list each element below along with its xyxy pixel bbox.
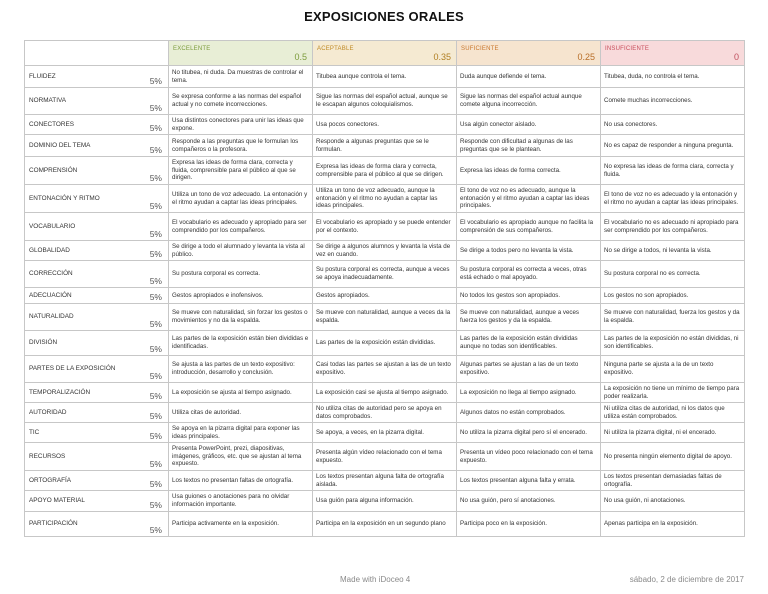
descriptor-cell: El vocabulario es apropiado y se puede entender por el contexto. xyxy=(313,213,457,241)
criterion-name: TIC xyxy=(29,428,40,436)
criterion-cell xyxy=(25,213,169,241)
level-header-excelente xyxy=(169,41,313,66)
descriptor-cell: Se mueve con naturalidad, fuerza los gestos y da la espalda. xyxy=(601,304,745,331)
descriptor-cell: Se dirige a todo el alumnado y levanta la vista al público. xyxy=(169,241,313,261)
descriptor-cell: Participa poco en la exposición. xyxy=(457,512,601,537)
descriptor-cell: El tono de voz no es adecuado, aunque la entonación y el ritmo ayudan a captar las ideas principales. xyxy=(457,185,601,213)
table-row xyxy=(25,356,745,383)
descriptor-cell: Utiliza citas de autoridad. xyxy=(169,403,313,423)
criterion-cell xyxy=(25,471,169,491)
criterion-cell xyxy=(25,157,169,185)
criterion-cell xyxy=(25,115,169,135)
criterion-weight: 5% xyxy=(149,172,162,183)
criterion-weight: 5% xyxy=(149,343,162,354)
criterion-weight: 5% xyxy=(149,275,162,286)
criterion-weight: 5% xyxy=(149,144,162,155)
table-row xyxy=(25,185,745,213)
descriptor-cell: Expresa las ideas de forma correcta. xyxy=(457,157,601,185)
criterion-name: ORTOGRAFÍA xyxy=(29,476,72,484)
criterion-weight: 5% xyxy=(149,122,162,133)
descriptor-cell: Titubea, duda, no controla el tema. xyxy=(601,66,745,88)
level-score: 0.5 xyxy=(294,52,307,63)
criterion-name: RECURSOS xyxy=(29,452,66,460)
level-label: INSUFICIENTE xyxy=(605,46,650,52)
descriptor-cell: Se mueve con naturalidad, aunque a veces da la espalda. xyxy=(313,304,457,331)
level-score: 0 xyxy=(733,52,739,63)
criterion-name: DIVISIÓN xyxy=(29,339,58,347)
descriptor-cell: Ni utiliza citas de autoridad, ni los datos que utiliza están comprobados. xyxy=(601,403,745,423)
descriptor-cell: Apenas participa en la exposición. xyxy=(601,512,745,537)
descriptor-cell: Su postura corporal es correcta. xyxy=(169,261,313,288)
table-row xyxy=(25,213,745,241)
table-row xyxy=(25,288,745,304)
criterion-weight: 5% xyxy=(149,248,162,259)
descriptor-cell: No usa conectores. xyxy=(601,115,745,135)
criterion-weight: 5% xyxy=(149,524,162,535)
table-row xyxy=(25,115,745,135)
criterion-weight: 5% xyxy=(149,318,162,329)
rubric-body xyxy=(25,66,745,537)
criterion-cell xyxy=(25,491,169,512)
criterion-cell xyxy=(25,241,169,261)
page-title: EXPOSICIONES ORALES xyxy=(304,9,464,24)
criterion-name: NATURALIDAD xyxy=(29,313,74,321)
descriptor-cell: Se dirige a algunos alumnos y levanta la vista de vez en cuando. xyxy=(313,241,457,261)
table-row xyxy=(25,241,745,261)
descriptor-cell: Algunos datos no están comprobados. xyxy=(457,403,601,423)
table-row xyxy=(25,88,745,115)
criterion-weight: 5% xyxy=(149,458,162,469)
criterion-cell xyxy=(25,331,169,356)
descriptor-cell: No usa guión, ni anotaciones. xyxy=(601,491,745,512)
criterion-name: CONECTORES xyxy=(29,120,74,128)
criterion-weight: 5% xyxy=(149,75,162,86)
criterion-cell xyxy=(25,88,169,115)
descriptor-cell: Algunas partes se ajustan a las de un texto expositivo. xyxy=(457,356,601,383)
descriptor-cell: Sigue las normas del español actual aunque comete alguna incorrección. xyxy=(457,88,601,115)
criterion-name: PARTICIPACIÓN xyxy=(29,520,78,528)
level-score: 0.35 xyxy=(433,52,451,63)
descriptor-cell: Las partes de la exposición están divididas aunque no todas son identificables. xyxy=(457,331,601,356)
descriptor-cell: No utiliza la pizarra digital pero sí el encerado. xyxy=(457,423,601,443)
level-header-suficiente xyxy=(457,41,601,66)
criterion-weight: 5% xyxy=(149,478,162,489)
criterion-cell xyxy=(25,185,169,213)
descriptor-cell: Usa guión para alguna información. xyxy=(313,491,457,512)
table-row xyxy=(25,443,745,471)
descriptor-cell: El vocabulario es apropiado aunque no facilita la comprensión de sus compañeros. xyxy=(457,213,601,241)
descriptor-cell: El vocabulario es adecuado y apropiado para ser comprendido por los compañeros. xyxy=(169,213,313,241)
criterion-cell xyxy=(25,403,169,423)
descriptor-cell: Se ajusta a las partes de un texto expositivo: introducción, desarrollo y conclusión. xyxy=(169,356,313,383)
descriptor-cell: Se dirige a todos pero no levanta la vista. xyxy=(457,241,601,261)
table-row xyxy=(25,423,745,443)
level-score: 0.25 xyxy=(577,52,595,63)
criterion-weight: 5% xyxy=(149,499,162,510)
criterion-name: GLOBALIDAD xyxy=(29,246,70,254)
descriptor-cell: Responde con dificultad a algunas de las preguntas que se le plantean. xyxy=(457,135,601,157)
footer-made-with: Made with iDoceo 4 xyxy=(340,575,411,584)
descriptor-cell: El tono de voz no es adecuado y la entonación y el ritmo no ayudan a captar las ideas principales. xyxy=(601,185,745,213)
descriptor-cell: Participa en la exposición en un segundo plano xyxy=(313,512,457,537)
table-row xyxy=(25,491,745,512)
descriptor-cell: El vocabulario no es adecuado ni apropiado para ser comprendido por los compañeros. xyxy=(601,213,745,241)
table-row xyxy=(25,403,745,423)
criterion-name: TEMPORALIZACIÓN xyxy=(29,388,91,396)
criterion-cell xyxy=(25,512,169,537)
criterion-name: ADECUACIÓN xyxy=(29,291,72,299)
table-row xyxy=(25,157,745,185)
descriptor-cell: Los textos presentan alguna falta y errata. xyxy=(457,471,601,491)
header-row xyxy=(25,41,745,66)
descriptor-cell: Las partes de la exposición no están divididas, ni son identificables. xyxy=(601,331,745,356)
descriptor-cell: No es capaz de responder a ninguna pregunta. xyxy=(601,135,745,157)
descriptor-cell: Su postura corporal es correcta, aunque a veces se apoya inadecuadamente. xyxy=(313,261,457,288)
criterion-name: FLUIDEZ xyxy=(29,72,56,80)
descriptor-cell: No se dirige a todos, ni levanta la vista. xyxy=(601,241,745,261)
table-row xyxy=(25,383,745,403)
criterion-weight: 5% xyxy=(149,200,162,211)
table-row xyxy=(25,135,745,157)
table-row xyxy=(25,512,745,537)
descriptor-cell: La exposición no llega al tiempo asignado. xyxy=(457,383,601,403)
descriptor-cell: Casi todas las partes se ajustan a las de un texto expositivo. xyxy=(313,356,457,383)
criterion-name: NORMATIVA xyxy=(29,97,67,105)
descriptor-cell: La exposición casi se ajusta al tiempo asignado. xyxy=(313,383,457,403)
table-row xyxy=(25,66,745,88)
footer-date: sábado, 2 de diciembre de 2017 xyxy=(629,575,744,584)
header-blank-cell xyxy=(25,41,169,66)
descriptor-cell: Participa activamente en la exposición. xyxy=(169,512,313,537)
descriptor-cell: No todos los gestos son apropiados. xyxy=(457,288,601,304)
level-label: EXCELENTE xyxy=(173,46,211,52)
descriptor-cell: Los gestos no son apropiados. xyxy=(601,288,745,304)
descriptor-cell: Las partes de la exposición están bien divididas e identificadas. xyxy=(169,331,313,356)
criterion-weight: 5% xyxy=(149,291,162,302)
criterion-weight: 5% xyxy=(149,102,162,113)
descriptor-cell: Utiliza un tono de voz adecuado. La entonación y el ritmo ayudan a captar las ideas principales. xyxy=(169,185,313,213)
descriptor-cell: Usa pocos conectores. xyxy=(313,115,457,135)
descriptor-cell: Usa guiones o anotaciones para no olvidar información importante. xyxy=(169,491,313,512)
criterion-weight: 5% xyxy=(149,430,162,441)
descriptor-cell: La exposición no tiene un mínimo de tiempo para poder realizarla. xyxy=(601,383,745,403)
descriptor-cell: No titubea, ni duda. Da muestras de controlar el tema. xyxy=(169,66,313,88)
criterion-cell xyxy=(25,383,169,403)
criterion-weight: 5% xyxy=(149,228,162,239)
table-row xyxy=(25,331,745,356)
descriptor-cell: Se apoya, a veces, en la pizarra digital. xyxy=(313,423,457,443)
table-row xyxy=(25,471,745,491)
table-row xyxy=(25,261,745,288)
criterion-cell xyxy=(25,304,169,331)
descriptor-cell: Gestos apropiados e inofensivos. xyxy=(169,288,313,304)
descriptor-cell: Comete muchas incorrecciones. xyxy=(601,88,745,115)
descriptor-cell: Las partes de la exposición están divididas. xyxy=(313,331,457,356)
descriptor-cell: Usa algún conector aislado. xyxy=(457,115,601,135)
criterion-cell xyxy=(25,288,169,304)
descriptor-cell: Titubea aunque controla el tema. xyxy=(313,66,457,88)
level-label: ACEPTABLE xyxy=(317,46,354,52)
descriptor-cell: Utiliza un tono de voz adecuado, aunque la entonación y el ritmo no ayudan a captar las ideas principales. xyxy=(313,185,457,213)
descriptor-cell: No presenta ningún elemento digital de apoyo. xyxy=(601,443,745,471)
descriptor-cell: Expresa las ideas de forma clara y correcta, comprensible para el público al que se dirigen. xyxy=(313,157,457,185)
level-label: SUFICIENTE xyxy=(461,46,499,52)
criterion-name: ENTONACIÓN Y RITMO xyxy=(29,194,100,202)
descriptor-cell: Los textos presentan demasiadas faltas de ortografía. xyxy=(601,471,745,491)
descriptor-cell: Presenta PowerPoint, prezi, diapositivas, imágenes, gráficos, etc. que se ajustan al tema expuesto. xyxy=(169,443,313,471)
descriptor-cell: No usa guión, pero sí anotaciones. xyxy=(457,491,601,512)
descriptor-cell: Responde a algunas preguntas que se le formulan. xyxy=(313,135,457,157)
descriptor-cell: Su postura corporal no es correcta. xyxy=(601,261,745,288)
descriptor-cell: Ninguna parte se ajusta a la de un texto expositivo. xyxy=(601,356,745,383)
criterion-cell xyxy=(25,66,169,88)
criterion-name: PARTES DE LA EXPOSICIÓN xyxy=(29,365,116,373)
descriptor-cell: Se mueve con naturalidad, sin forzar los gestos o movimientos y no da la espalda. xyxy=(169,304,313,331)
criterion-weight: 5% xyxy=(149,410,162,421)
criterion-name: COMPRENSIÓN xyxy=(29,166,78,174)
criterion-name: AUTORIDAD xyxy=(29,408,67,416)
descriptor-cell: Presenta un vídeo poco relacionado con el tema expuesto. xyxy=(457,443,601,471)
level-header-insuficiente xyxy=(601,41,745,66)
descriptor-cell: Se mueve con naturalidad, aunque a veces fuerza los gestos y da la espalda. xyxy=(457,304,601,331)
descriptor-cell: Su postura corporal es correcta a veces, otras está echado o mal apoyado. xyxy=(457,261,601,288)
descriptor-cell: Expresa las ideas de forma clara, correcta y fluida, comprensible para el público al que se dirigen. xyxy=(169,157,313,185)
criterion-cell xyxy=(25,356,169,383)
level-header-aceptable xyxy=(313,41,457,66)
descriptor-cell: Los textos no presentan faltas de ortografía. xyxy=(169,471,313,491)
descriptor-cell: Los textos presentan alguna falta de ortografía aislada. xyxy=(313,471,457,491)
descriptor-cell: Se apoya en la pizarra digital para exponer las ideas principales. xyxy=(169,423,313,443)
descriptor-cell: Presenta algún vídeo relacionado con el tema expuesto. xyxy=(313,443,457,471)
descriptor-cell: Duda aunque defiende el tema. xyxy=(457,66,601,88)
descriptor-cell: Ni utiliza la pizarra digital, ni el encerado. xyxy=(601,423,745,443)
criterion-name: APOYO MATERIAL xyxy=(29,497,85,505)
descriptor-cell: Se expresa conforme a las normas del español actual y no comete incorrecciones. xyxy=(169,88,313,115)
criterion-cell xyxy=(25,443,169,471)
descriptor-cell: No expresa las ideas de forma clara, correcta y fluida. xyxy=(601,157,745,185)
criterion-cell xyxy=(25,135,169,157)
criterion-name: CORRECCIÓN xyxy=(29,270,73,278)
criterion-name: DOMINIO DEL TEMA xyxy=(29,141,91,149)
criterion-weight: 5% xyxy=(149,390,162,401)
descriptor-cell: Sigue las normas del español actual, aunque se le escapan algunos coloquialismos. xyxy=(313,88,457,115)
descriptor-cell: No utiliza citas de autoridad pero se apoya en datos comprobados. xyxy=(313,403,457,423)
criterion-name: VOCABULARIO xyxy=(29,222,76,230)
descriptor-cell: Gestos apropiados. xyxy=(313,288,457,304)
descriptor-cell: Responde a las preguntas que le formulan los compañeros o la profesora. xyxy=(169,135,313,157)
criterion-cell xyxy=(25,423,169,443)
criterion-cell xyxy=(25,261,169,288)
descriptor-cell: La exposición se ajusta al tiempo asignado. xyxy=(169,383,313,403)
descriptor-cell: Usa distintos conectores para unir las ideas que expone. xyxy=(169,115,313,135)
rubric-table xyxy=(24,40,745,537)
criterion-weight: 5% xyxy=(149,370,162,381)
table-row xyxy=(25,304,745,331)
